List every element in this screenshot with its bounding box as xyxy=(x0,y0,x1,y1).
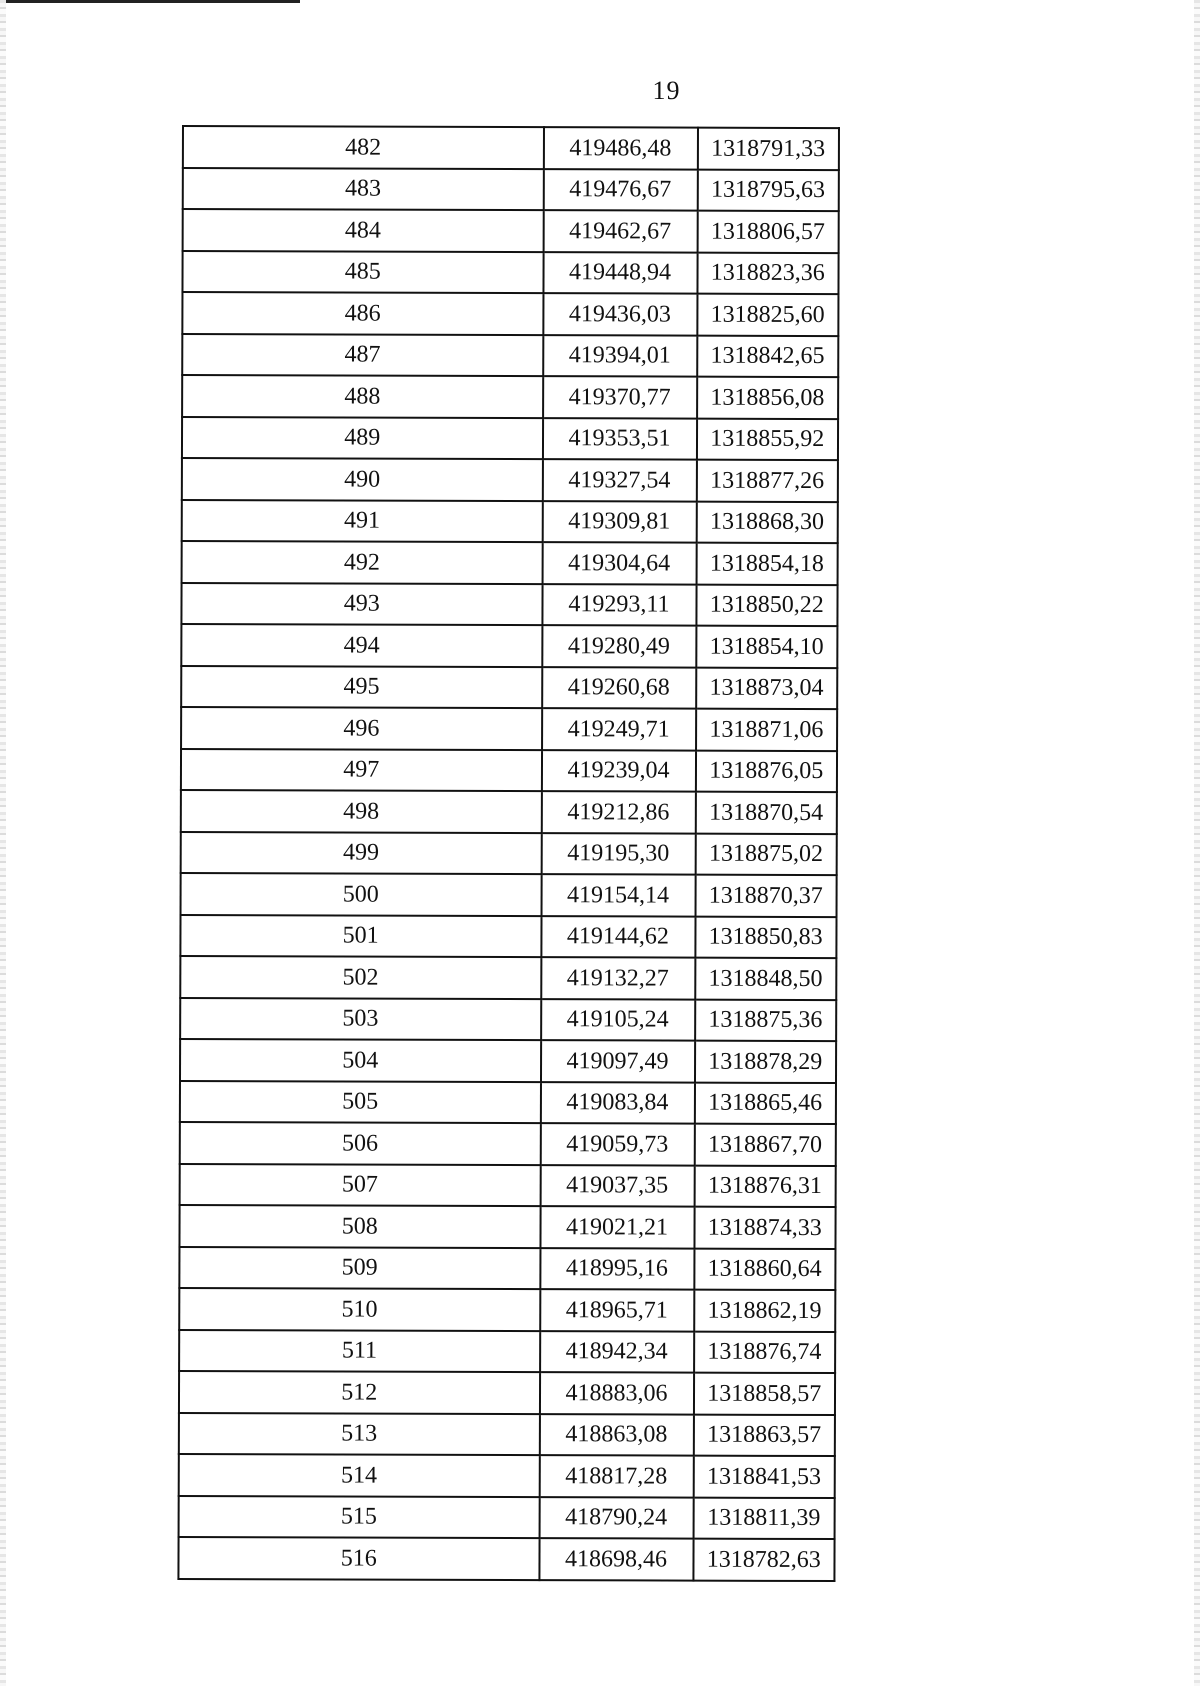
x-coordinate-cell: 419370,77 xyxy=(543,376,697,418)
table-row xyxy=(183,126,839,170)
y-coordinate-cell: 1318876,31 xyxy=(694,1165,836,1207)
scan-edge-right xyxy=(1194,0,1200,1686)
y-coordinate-cell: 1318850,83 xyxy=(695,916,837,958)
table-row xyxy=(181,624,837,668)
y-coordinate-cell: 1318858,57 xyxy=(693,1373,835,1415)
x-coordinate-cell: 419436,03 xyxy=(543,293,697,335)
point-number-cell: 512 xyxy=(179,1371,540,1414)
table-row xyxy=(181,831,837,875)
point-number-cell: 484 xyxy=(183,209,544,252)
x-coordinate-cell: 418863,08 xyxy=(539,1414,693,1456)
table-row xyxy=(181,790,837,834)
point-number-cell: 489 xyxy=(182,417,543,460)
table-row xyxy=(180,1163,836,1207)
table-row xyxy=(182,251,838,295)
x-coordinate-cell: 418817,28 xyxy=(539,1455,693,1497)
x-coordinate-cell: 419212,86 xyxy=(541,791,695,833)
point-number-cell: 500 xyxy=(181,873,542,916)
y-coordinate-cell: 1318871,06 xyxy=(696,709,838,751)
x-coordinate-cell: 419353,51 xyxy=(542,418,696,460)
point-number-cell: 511 xyxy=(179,1329,540,1372)
table-row xyxy=(180,1122,836,1166)
x-coordinate-cell: 419486,48 xyxy=(543,127,697,169)
table-row xyxy=(180,997,836,1041)
table-row xyxy=(182,458,838,502)
point-number-cell: 491 xyxy=(182,500,543,543)
point-number-cell: 494 xyxy=(181,624,542,667)
x-coordinate-cell: 419327,54 xyxy=(542,459,696,501)
point-number-cell: 514 xyxy=(179,1454,540,1497)
scan-edge-line xyxy=(0,0,300,3)
y-coordinate-cell: 1318806,57 xyxy=(697,211,839,253)
table-row xyxy=(182,541,838,585)
page-number: 19 xyxy=(652,76,681,105)
point-number-cell: 510 xyxy=(179,1288,540,1331)
y-coordinate-cell: 1318862,19 xyxy=(694,1290,836,1332)
table-row xyxy=(180,914,836,958)
x-coordinate-cell: 419083,84 xyxy=(540,1082,694,1124)
y-coordinate-cell: 1318854,18 xyxy=(696,543,838,585)
x-coordinate-cell: 419309,81 xyxy=(542,501,696,543)
x-coordinate-cell: 418883,06 xyxy=(539,1372,693,1414)
point-number-cell: 485 xyxy=(182,251,543,294)
table-row xyxy=(182,334,838,378)
x-coordinate-cell: 419021,21 xyxy=(540,1206,694,1248)
point-number-cell: 483 xyxy=(183,168,544,211)
y-coordinate-cell: 1318875,02 xyxy=(695,833,837,875)
point-number-cell: 492 xyxy=(182,541,543,584)
point-number-cell: 508 xyxy=(179,1205,540,1248)
table-row xyxy=(178,1537,834,1581)
x-coordinate-cell: 419059,73 xyxy=(540,1123,694,1165)
x-coordinate-cell: 419462,67 xyxy=(543,210,697,252)
y-coordinate-cell: 1318791,33 xyxy=(697,128,839,170)
table-row xyxy=(179,1371,835,1415)
y-coordinate-cell: 1318850,22 xyxy=(696,584,838,626)
point-number-cell: 486 xyxy=(182,292,543,335)
y-coordinate-cell: 1318863,57 xyxy=(693,1414,835,1456)
table-row xyxy=(182,375,838,419)
x-coordinate-cell: 419154,14 xyxy=(541,874,695,916)
y-coordinate-cell: 1318874,33 xyxy=(694,1207,836,1249)
table-row xyxy=(179,1329,835,1373)
table-row xyxy=(181,666,837,710)
x-coordinate-cell: 419097,49 xyxy=(541,1040,695,1082)
table-row xyxy=(179,1205,835,1249)
x-coordinate-cell: 418790,24 xyxy=(539,1497,693,1539)
x-coordinate-cell: 419293,11 xyxy=(542,584,696,626)
table-row xyxy=(182,500,838,544)
x-coordinate-cell: 419037,35 xyxy=(540,1165,694,1207)
x-coordinate-cell: 419144,62 xyxy=(541,916,695,958)
table-row xyxy=(181,583,837,627)
coordinates-table-body xyxy=(178,126,839,1581)
table-row xyxy=(182,417,838,461)
table-row xyxy=(183,168,839,212)
point-number-cell: 497 xyxy=(181,749,542,792)
x-coordinate-cell: 418965,71 xyxy=(540,1289,694,1331)
table-row xyxy=(181,873,837,917)
table-row xyxy=(181,707,837,751)
y-coordinate-cell: 1318811,39 xyxy=(693,1497,835,1539)
x-coordinate-cell: 419132,27 xyxy=(541,957,695,999)
scan-edge-left xyxy=(0,0,6,1686)
x-coordinate-cell: 419280,49 xyxy=(542,625,696,667)
point-number-cell: 506 xyxy=(180,1122,541,1165)
point-number-cell: 503 xyxy=(180,997,541,1040)
x-coordinate-cell: 419394,01 xyxy=(543,335,697,377)
x-coordinate-cell: 419249,71 xyxy=(542,708,696,750)
x-coordinate-cell: 418942,34 xyxy=(540,1331,694,1373)
point-number-cell: 490 xyxy=(182,458,543,501)
y-coordinate-cell: 1318875,36 xyxy=(695,999,837,1041)
point-number-cell: 505 xyxy=(180,1080,541,1123)
y-coordinate-cell: 1318877,26 xyxy=(696,460,838,502)
x-coordinate-cell: 419304,64 xyxy=(542,542,696,584)
y-coordinate-cell: 1318868,30 xyxy=(696,501,838,543)
x-coordinate-cell: 419195,30 xyxy=(541,833,695,875)
table-row xyxy=(179,1454,835,1498)
y-coordinate-cell: 1318848,50 xyxy=(695,958,837,1000)
table-row xyxy=(183,209,839,253)
point-number-cell: 515 xyxy=(179,1495,540,1538)
point-number-cell: 501 xyxy=(180,914,541,957)
x-coordinate-cell: 419260,68 xyxy=(542,667,696,709)
y-coordinate-cell: 1318841,53 xyxy=(693,1456,835,1498)
y-coordinate-cell: 1318878,29 xyxy=(694,1041,836,1083)
point-number-cell: 493 xyxy=(181,583,542,626)
y-coordinate-cell: 1318795,63 xyxy=(697,169,839,211)
table-row xyxy=(180,1039,836,1083)
y-coordinate-cell: 1318870,54 xyxy=(695,792,837,834)
point-number-cell: 513 xyxy=(179,1412,540,1455)
y-coordinate-cell: 1318873,04 xyxy=(696,667,838,709)
point-number-cell: 495 xyxy=(181,666,542,709)
point-number-cell: 499 xyxy=(181,831,542,874)
x-coordinate-cell: 418698,46 xyxy=(539,1538,693,1580)
point-number-cell: 482 xyxy=(183,126,544,169)
y-coordinate-cell: 1318865,46 xyxy=(694,1082,836,1124)
x-coordinate-cell: 419448,94 xyxy=(543,252,697,294)
point-number-cell: 507 xyxy=(180,1163,541,1206)
point-number-cell: 496 xyxy=(181,707,542,750)
y-coordinate-cell: 1318876,05 xyxy=(695,750,837,792)
table-row xyxy=(179,1412,835,1456)
point-number-cell: 504 xyxy=(180,1039,541,1082)
point-number-cell: 487 xyxy=(182,334,543,377)
table-row xyxy=(179,1288,835,1332)
y-coordinate-cell: 1318876,74 xyxy=(694,1331,836,1373)
point-number-cell: 509 xyxy=(179,1246,540,1289)
y-coordinate-cell: 1318856,08 xyxy=(697,377,839,419)
coordinates-table xyxy=(177,125,840,1582)
table-row xyxy=(180,1080,836,1124)
table-row xyxy=(181,749,837,793)
y-coordinate-cell: 1318867,70 xyxy=(694,1124,836,1166)
y-coordinate-cell: 1318854,10 xyxy=(696,626,838,668)
y-coordinate-cell: 1318870,37 xyxy=(695,875,837,917)
x-coordinate-cell: 419105,24 xyxy=(541,999,695,1041)
point-number-cell: 498 xyxy=(181,790,542,833)
table-row xyxy=(179,1495,835,1539)
y-coordinate-cell: 1318842,65 xyxy=(697,335,839,377)
point-number-cell: 488 xyxy=(182,375,543,418)
x-coordinate-cell: 419476,67 xyxy=(543,169,697,211)
table-row xyxy=(180,956,836,1000)
table-row xyxy=(179,1246,835,1290)
x-coordinate-cell: 418995,16 xyxy=(540,1248,694,1290)
y-coordinate-cell: 1318860,64 xyxy=(694,1248,836,1290)
y-coordinate-cell: 1318825,60 xyxy=(697,294,839,336)
point-number-cell: 502 xyxy=(180,956,541,999)
table-row xyxy=(182,292,838,336)
y-coordinate-cell: 1318855,92 xyxy=(696,418,838,460)
point-number-cell: 516 xyxy=(178,1537,539,1580)
y-coordinate-cell: 1318823,36 xyxy=(697,252,839,294)
y-coordinate-cell: 1318782,63 xyxy=(693,1539,835,1581)
x-coordinate-cell: 419239,04 xyxy=(541,750,695,792)
